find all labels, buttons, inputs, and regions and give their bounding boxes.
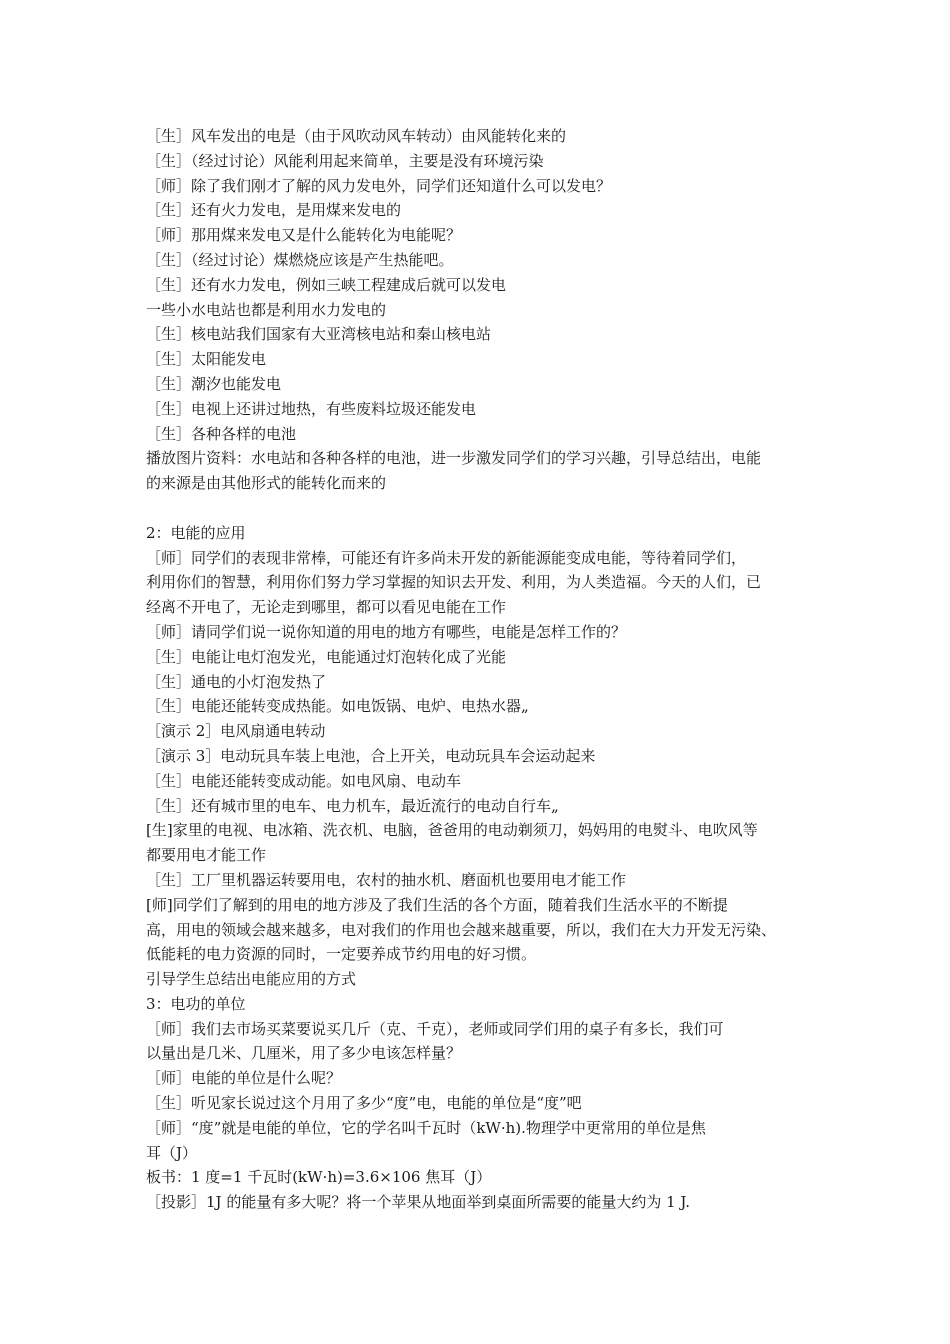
text-line: 都要用电才能工作 xyxy=(146,846,267,865)
document-body xyxy=(146,124,826,1215)
text-line: ［生］还有城市里的电车、电力机车，最近流行的电动自行车„ xyxy=(146,796,559,815)
text-line: ［生］（经过讨论）煤燃烧应该是产生热能吧。 xyxy=(146,250,454,269)
text-line: 高，用电的领域会越来越多，电对我们的作用也会越来越重要，所以，我们在大力开发无污染、 xyxy=(146,920,777,939)
text-line: 耳（J） xyxy=(146,1143,198,1162)
blank-line xyxy=(146,496,826,521)
text-line: [师]同学们了解到的用电的地方涉及了我们生活的各个方面，随着我们生活水平的不断提 xyxy=(146,895,728,914)
text-line: ［师］那用煤来发电又是什么能转化为电能呢？ xyxy=(146,226,462,245)
text-line: 低能耗的电力资源的同时，一定要养成节约用电的好习惯。 xyxy=(146,945,537,964)
text-line: ［师］请同学们说一说你知道的用电的地方有哪些，电能是怎样工作的？ xyxy=(146,622,627,641)
text-line: ［生］还有火力发电，是用煤来发电的 xyxy=(146,201,402,220)
text-line: ［生］工厂里机器运转要用电，农村的抽水机、磨面机也要用电才能工作 xyxy=(146,870,627,889)
text-line: ［生］风车发出的电是（由于风吹动风车转动）由风能转化来的 xyxy=(146,127,567,145)
text-line: 一些小水电站也都是利用水力发电的 xyxy=(146,300,387,319)
text-line: ［生］各种各样的电池 xyxy=(146,424,297,443)
text-line: ［生］潮汐也能发电 xyxy=(146,374,282,393)
text-line: ［生］电能还能转变成动能。如电风扇、电动车 xyxy=(146,771,462,790)
text-line: [生]家里的电视、电冰箱、洗衣机、电脑，爸爸用的电动剃须刀，妈妈用的电熨斗、电吹风等 xyxy=(146,821,758,840)
text-line: 经离不开电了，无论走到哪里，都可以看见电能在工作 xyxy=(146,598,507,617)
text-line: ［生］通电的小灯泡发热了 xyxy=(146,672,327,691)
text-line: 引导学生总结出电能应用的方式 xyxy=(146,970,357,989)
text-line: 板书：1 度=1 千瓦时(kW·h)=3.6×106 焦耳（J） xyxy=(146,1168,492,1187)
text-line: ［生］太阳能发电 xyxy=(146,350,267,369)
section-heading: 2：电能的应用 xyxy=(146,523,246,542)
text-line: 播放图片资料：水电站和各种各样的电池，进一步激发同学们的学习兴趣，引导总结出，电能 xyxy=(146,449,762,468)
text-line: ［演示 2］电风扇通电转动 xyxy=(146,722,326,741)
text-line: 利用你们的智慧，利用你们努力学习掌握的知识去开发、利用，为人类造福。今天的人们，已 xyxy=(146,573,762,592)
text-line: 的来源是由其他形式的能转化而来的 xyxy=(146,474,387,493)
text-line: ［师］我们去市场买菜要说买几斤（克、千克），老师或同学们用的桌子有多长，我们可 xyxy=(146,1019,724,1038)
text-line: ［生］还有水力发电，例如三峡工程建成后就可以发电 xyxy=(146,275,507,294)
text-line: ［师］电能的单位是什么呢？ xyxy=(146,1069,342,1088)
text-line: ［生］电能让电灯泡发光，电能通过灯泡转化成了光能 xyxy=(146,647,507,666)
text-line: ［投影］1J 的能量有多大呢？将一个苹果从地面举到桌面所需要的能量大约为 1 J. xyxy=(146,1193,691,1212)
text-line: ［师］除了我们刚才了解的风力发电外，同学们还知道什么可以发电？ xyxy=(146,176,612,195)
text-line: ［师］同学们的表现非常棒，可能还有许多尚未开发的新能源能变成电能，等待着同学们， xyxy=(146,548,747,567)
text-line: ［演示 3］电动玩具车装上电池，合上开关，电动玩具车会运动起来 xyxy=(146,746,596,765)
text-line: ［生］听见家长说过这个月用了多少“度”电，电能的单位是“度”吧 xyxy=(146,1094,582,1113)
text-line: ［生］电视上还讲过地热，有些废料垃圾还能发电 xyxy=(146,399,477,418)
text-line: 以量出是几米、几厘米，用了多少电该怎样量？ xyxy=(146,1044,462,1063)
text-line: ［师］“度”就是电能的单位，它的学名叫千瓦时（kW·h).物理学中更常用的单位是焦 xyxy=(146,1118,706,1137)
section-heading: 3：电功的单位 xyxy=(146,994,246,1013)
text-line: ［生］核电站我们国家有大亚湾核电站和秦山核电站 xyxy=(146,325,492,344)
text-line: ［生］电能还能转变成热能。如电饭锅、电炉、电热水器„ xyxy=(146,697,529,716)
text-line: ［生］（经过讨论）风能利用起来简单，主要是没有环境污染 xyxy=(146,151,544,170)
